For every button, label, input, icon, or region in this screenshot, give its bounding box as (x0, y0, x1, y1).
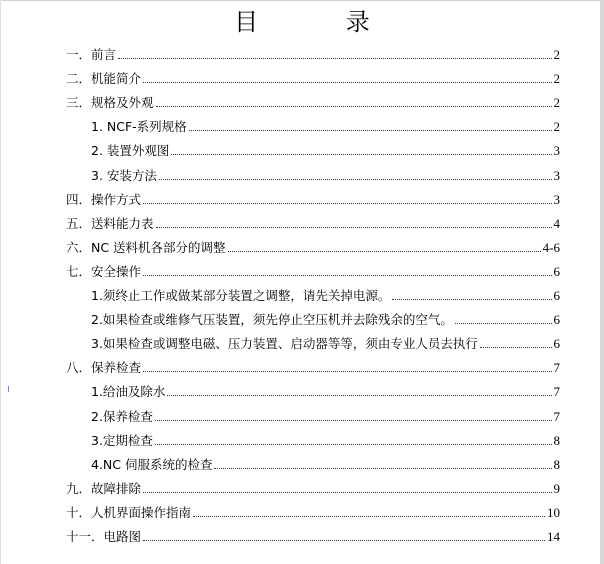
toc-entry[interactable] (66, 478, 560, 496)
toc-dot-leader (143, 274, 551, 276)
toc-dot-leader (155, 419, 552, 421)
toc-entry-label: 三．规格及外观 (66, 95, 154, 111)
toc-entry-label: 二．机能简介 (66, 71, 142, 87)
toc-entry-page-number: 2 (553, 71, 560, 87)
toc-entry-label: 1.须终止工作或做某部分装置之调整，请先关掉电源。 (91, 288, 391, 303)
toc-entry-label: 4.NC 伺服系统的检查 (91, 456, 213, 472)
toc-entry[interactable] (91, 165, 560, 183)
toc-entry[interactable] (66, 189, 560, 207)
toc-dot-leader (193, 515, 545, 517)
page-title: 目 录 (234, 8, 410, 36)
toc-dot-leader (118, 57, 551, 59)
toc-entry[interactable] (91, 430, 560, 448)
toc-entry[interactable] (91, 140, 560, 158)
toc-dot-leader (167, 394, 551, 396)
toc-dot-leader (143, 491, 551, 493)
toc-entry-label: 七．安全操作 (66, 263, 142, 279)
toc-entry[interactable] (66, 237, 560, 255)
toc-entry-page-number: 6 (553, 263, 560, 279)
toc-entry-page-number: 2 (553, 47, 560, 62)
toc-entry-page-number: 6 (553, 336, 560, 352)
toc-entry-label: 3.定期检查 (91, 432, 153, 448)
toc-dot-leader (392, 298, 551, 300)
toc-dot-leader (143, 81, 551, 83)
toc-entry-label: 1.给油及除水 (91, 384, 166, 400)
toc-entry[interactable] (91, 309, 560, 327)
toc-entry[interactable] (66, 213, 560, 231)
toc-dot-leader (480, 346, 552, 348)
page-edge-left (0, 0, 1, 564)
toc-entry-page-number: 6 (553, 288, 560, 303)
toc-entry-label: 2.保养检查 (91, 408, 153, 424)
toc-entry[interactable] (91, 285, 560, 303)
toc-entry-page-number: 6 (553, 312, 560, 328)
toc-entry-page-number: 4-6 (542, 239, 560, 255)
toc-entry-label: 2. 装置外观图 (91, 143, 170, 159)
toc-entry-label: 一．前言 (66, 47, 117, 62)
toc-entry-page-number: 9 (553, 480, 560, 496)
toc-entry[interactable] (66, 261, 560, 279)
toc-entry[interactable] (66, 502, 560, 520)
toc-entry-page-number: 2 (553, 119, 560, 135)
toc-entry-page-number: 14 (547, 529, 560, 544)
toc-dot-leader (155, 443, 552, 445)
toc-entry-page-number: 8 (553, 456, 560, 472)
toc-entry-label: 3. 安装方法 (91, 167, 157, 183)
toc-entry-page-number: 8 (553, 432, 560, 448)
page-edge-right (600, 0, 604, 564)
toc-entry[interactable] (66, 357, 560, 375)
toc-dot-leader (214, 467, 551, 469)
toc-dot-leader (455, 322, 552, 324)
toc-entry-page-number: 3 (553, 167, 560, 183)
toc-entry-page-number: 7 (553, 408, 560, 424)
toc-entry-page-number: 10 (547, 504, 560, 520)
toc-entry[interactable] (66, 44, 560, 62)
toc-entry-label: 六．NC 送料机各部分的调整 (66, 239, 226, 255)
toc-entry-label: 八．保养检查 (66, 360, 142, 376)
toc-entry[interactable] (66, 68, 560, 86)
toc-entry[interactable] (91, 454, 560, 472)
toc-dot-leader (156, 226, 552, 228)
toc-entry-page-number: 4 (553, 215, 560, 231)
toc-dot-leader (143, 202, 551, 204)
toc-entry-page-number: 7 (553, 360, 560, 376)
toc-entry[interactable] (66, 92, 560, 110)
toc-dot-leader (143, 539, 545, 541)
toc-entry-page-number: 2 (553, 95, 560, 111)
toc-entry-label: 2.如果检查或维修气压装置，须先停止空压机并去除残余的空气。 (91, 312, 453, 328)
toc-entry-label: 五．送料能力表 (66, 215, 154, 231)
toc-dot-leader (228, 250, 541, 252)
toc-dot-leader (156, 105, 552, 107)
toc-entry[interactable] (91, 333, 560, 351)
toc-dot-leader (159, 178, 552, 180)
toc-dot-leader (143, 370, 551, 372)
toc-dot-leader (189, 129, 552, 131)
text-cursor-mark (8, 386, 9, 392)
toc-entry-label: 十一．电路图 (66, 529, 142, 544)
toc-entry[interactable] (91, 381, 560, 399)
toc-entry[interactable] (66, 526, 560, 544)
page-edge-top (0, 0, 604, 1)
toc-entry[interactable] (91, 406, 560, 424)
toc-dot-leader (171, 153, 551, 155)
toc-entry-label: 九．故障排除 (66, 480, 142, 496)
toc-entry-page-number: 3 (553, 191, 560, 207)
toc-entry-page-number: 7 (553, 384, 560, 400)
toc-entry-page-number: 3 (553, 143, 560, 159)
toc-entry-label: 四．操作方式 (66, 191, 142, 207)
toc-entry-label: 3.如果检查或调整电磁、压力装置、启动器等等，须由专业人员去执行 (91, 336, 478, 352)
toc-entry-label: 1. NCF-系列规格 (91, 119, 187, 135)
toc-entry-label: 十．人机界面操作指南 (66, 504, 192, 520)
toc-entry[interactable] (91, 116, 560, 134)
